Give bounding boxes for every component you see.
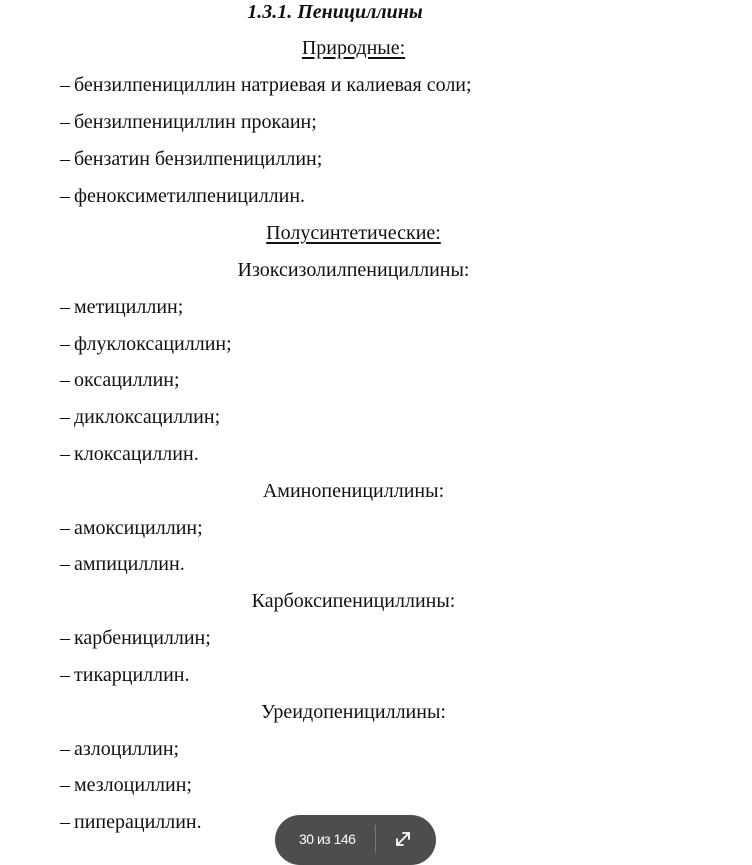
list-dash: –	[60, 148, 70, 170]
list-item	[60, 406, 220, 429]
list-item-text: оксациллин;	[74, 369, 180, 391]
list-item	[60, 74, 472, 97]
list-item-text: бензатин бензилпенициллин;	[74, 148, 323, 170]
list-item-text: бензилпенициллин прокаин;	[74, 111, 317, 133]
list-item	[60, 333, 232, 356]
list-dash: –	[60, 738, 70, 760]
list-item-text: пиперациллин.	[74, 811, 202, 833]
ureido-group-title: Уреидопенициллины:	[261, 701, 446, 723]
amino-group-title: Аминопенициллины:	[262, 480, 445, 502]
list-item	[60, 185, 305, 208]
expand-arrows-icon	[392, 828, 414, 850]
list-item	[60, 811, 202, 834]
list-item-text: бензилпенициллин натриевая и калиевая соли;	[74, 74, 472, 96]
isoxazolyl-group-title: Изоксизолилпенициллины:	[237, 259, 470, 281]
expand-button[interactable]	[392, 828, 414, 850]
list-dash: –	[60, 553, 70, 575]
pager-divider	[375, 825, 376, 853]
list-dash: –	[60, 369, 70, 391]
list-item	[60, 664, 190, 687]
list-item-text: мезлоциллин;	[74, 774, 192, 796]
list-dash: –	[60, 664, 70, 686]
list-item	[60, 553, 185, 576]
list-item-text: флуклоксациллин;	[74, 333, 232, 355]
list-item-text: клоксациллин.	[74, 443, 199, 465]
list-item	[60, 443, 199, 466]
list-dash: –	[60, 627, 70, 649]
list-item-text: метициллин;	[74, 296, 184, 318]
list-dash: –	[60, 406, 70, 428]
list-item-text: ампициллин.	[74, 553, 185, 575]
list-item	[60, 774, 192, 797]
list-item	[60, 627, 211, 650]
page-counter: 30 из 146	[299, 831, 356, 847]
list-dash: –	[60, 111, 70, 133]
list-item-text: тикарциллин.	[74, 664, 190, 686]
list-item	[60, 296, 183, 319]
list-item-text: карбенициллин;	[74, 627, 211, 649]
semisynthetic-subheading: Полусинтетические:	[266, 222, 441, 244]
natural-subheading: Природные:	[301, 37, 406, 59]
page-navigator	[275, 815, 436, 865]
list-dash: –	[60, 333, 70, 355]
list-item-text: амоксициллин;	[74, 517, 203, 539]
list-item	[60, 369, 180, 392]
list-item	[60, 738, 179, 761]
list-item	[60, 148, 322, 171]
list-item-text: азлоциллин;	[74, 738, 180, 760]
list-dash: –	[60, 74, 70, 96]
list-item-text: диклоксациллин;	[74, 406, 221, 428]
list-item	[60, 517, 203, 540]
list-dash: –	[60, 296, 70, 318]
list-dash: –	[60, 517, 70, 539]
list-item-text: феноксиметилпенициллин.	[74, 185, 306, 207]
list-dash: –	[60, 811, 70, 833]
section-heading: 1.3.1. Пенициллины	[247, 1, 423, 23]
list-dash: –	[60, 774, 70, 796]
carboxy-group-title: Карбоксипенициллины:	[251, 590, 456, 612]
list-dash: –	[60, 185, 70, 207]
list-dash: –	[60, 443, 70, 465]
list-item	[60, 111, 317, 134]
